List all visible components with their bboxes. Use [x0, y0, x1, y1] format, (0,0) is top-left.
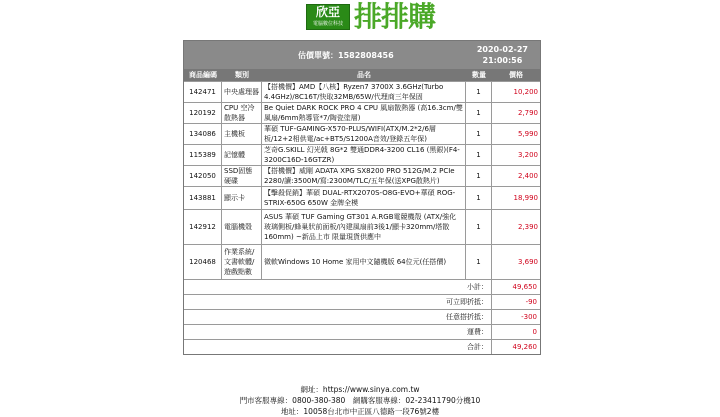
sinya-logo	[306, 2, 446, 36]
table-row	[184, 244, 540, 279]
item-code: 142050	[184, 166, 222, 186]
summary-row	[184, 324, 540, 339]
item-qty: 1	[466, 245, 492, 279]
summary-label: 小計：	[184, 280, 492, 294]
item-qty: 1	[466, 166, 492, 186]
estimate-date: 2020-02-27	[476, 45, 528, 54]
col-price: 價格	[509, 71, 523, 79]
item-name: 華碩 TUF-GAMING-X570-PLUS/WIFI(ATX/M.2*2/6層板/12+2相供電/ac+BT5/S1200A音效/登錄五年保)	[262, 124, 466, 144]
item-price: 18,990	[513, 194, 538, 202]
summary-row	[184, 309, 540, 324]
item-qty: 1	[466, 82, 492, 102]
item-qty: 1	[466, 145, 492, 165]
summary-label: 任意搭折抵：	[184, 310, 492, 324]
footer	[0, 384, 720, 417]
item-code: 115389	[184, 145, 222, 165]
item-price: 2,390	[517, 223, 538, 231]
item-code: 142471	[184, 82, 222, 102]
summary-value: 49,260	[512, 343, 537, 351]
item-category: 作業系統/文書軟體/遊戲點數	[222, 245, 262, 279]
item-code: 120192	[184, 103, 222, 123]
item-price: 3,200	[517, 151, 538, 159]
item-price: 2,400	[517, 172, 538, 180]
estimate-table	[183, 40, 541, 355]
table-row	[184, 165, 540, 186]
item-category: 顯示卡	[222, 187, 262, 209]
logo-word: 排排購	[354, 0, 436, 33]
estimate-number: 估價單號：1582808456	[298, 51, 394, 60]
table-row	[184, 102, 540, 123]
item-code: 143881	[184, 187, 222, 209]
estimate-time: 21:00:56	[482, 56, 523, 65]
item-qty: 1	[466, 210, 492, 244]
item-code: 142912	[184, 210, 222, 244]
column-headers	[184, 69, 540, 81]
table-row	[184, 186, 540, 209]
logo-badge-sub: 電腦數位科技	[312, 21, 343, 27]
summary-row	[184, 294, 540, 309]
table-row	[184, 144, 540, 165]
item-category: 電腦機殼	[222, 210, 262, 244]
item-qty: 1	[466, 124, 492, 144]
logo-badge	[306, 4, 350, 30]
item-code: 134086	[184, 124, 222, 144]
item-name: 【搭機價】AMD【八核】Ryzen7 3700X 3.6GHz(Turbo 4.4GHz)/8C16T/快取32MB/65W/代理商三年保固	[262, 82, 466, 102]
col-code: 商品編碼	[189, 71, 217, 79]
item-qty: 1	[466, 187, 492, 209]
footer-phones: 門市客服專線：0800-380-380 網購客服專線：02-23411790分機10	[239, 396, 481, 405]
col-category: 類別	[235, 71, 249, 79]
summary-value: -90	[525, 298, 537, 306]
item-name: 微軟Windows 10 Home 家用中文隨機版 64位元(任搭價)	[262, 245, 466, 279]
footer-address: 地址：10058台北市中正區八德路一段76號2樓	[280, 407, 440, 416]
footer-website: 網址：https://www.sinya.com.tw	[300, 385, 420, 394]
item-price: 10,200	[513, 88, 538, 96]
summary-value: 49,650	[512, 283, 537, 291]
summary-row	[184, 339, 540, 354]
summary-row	[184, 279, 540, 294]
item-price: 2,790	[517, 109, 538, 117]
item-category: SSD固態硬碟	[222, 166, 262, 186]
table-row	[184, 209, 540, 244]
item-name: 芝奇G.SKILL 幻光戟 8G*2 雙通DDR4-3200 CL16 (黑銀)(F4-3200C16D-16GTZR)	[262, 145, 466, 165]
summary-value: -300	[521, 313, 537, 321]
item-name: 【搭機價】威剛 ADATA XPG SX8200 PRO 512G/M.2 PCIe 2280/讀:3500M/寫:2300M/TLC/五年保(送XPG散熱片)	[262, 166, 466, 186]
summary-label: 運費：	[184, 325, 492, 339]
item-name: 【擊殺促銷】華碩 DUAL-RTX2070S-O8G-EVO+華碩 ROG-STRIX-650G 650W 金牌全模	[262, 187, 466, 209]
item-name: Be Quiet DARK ROCK PRO 4 CPU 風扇散熱器 (高16.3cm/雙風扇/6mm熱導管*7/陶瓷塗層)	[262, 103, 466, 123]
item-qty: 1	[466, 103, 492, 123]
col-qty: 數量	[472, 71, 486, 79]
table-row	[184, 123, 540, 144]
item-category: 中央處理器	[222, 82, 262, 102]
summary-label: 可立即折抵：	[184, 295, 492, 309]
estimate-header	[184, 41, 540, 69]
item-category: CPU 空冷散熱器	[222, 103, 262, 123]
col-name: 品名	[357, 71, 371, 79]
logo-badge-main: 欣亞	[315, 5, 340, 19]
item-code: 120468	[184, 245, 222, 279]
item-price: 3,690	[517, 258, 538, 266]
table-row	[184, 81, 540, 102]
summary-label: 合計：	[184, 340, 492, 354]
item-category: 主機板	[222, 124, 262, 144]
item-name: ASUS 華碩 TUF Gaming GT301 A.RGB電競機殼 (ATX/強化玻璃側板/蜂巢狀前面板/內建風扇前3後1/顯卡320mm/塔散160mm) ~新品上市 限量現貨供應中	[262, 210, 466, 244]
item-category: 記憶體	[222, 145, 262, 165]
estimate-datetime	[477, 44, 528, 66]
summary-value: 0	[532, 328, 537, 336]
item-price: 5,990	[517, 130, 538, 138]
